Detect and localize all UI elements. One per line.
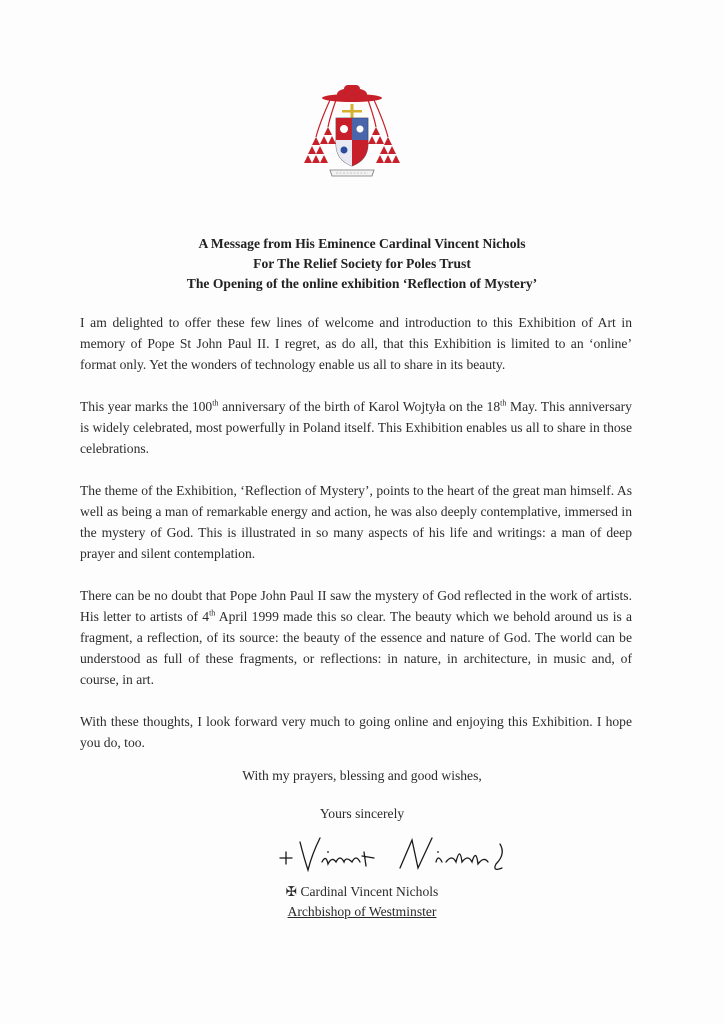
heading-line-3: The Opening of the online exhibition ‘Reflection of Mystery’ (186, 276, 538, 291)
paragraph-anniversary: This year marks the 100th anniversary of the birth of Karol Wojtyła on the 18th May. This anniversary is widely celebrated, most powerfully in Poland itself. This Exhibition enables us all to share in those celebrations. (80, 398, 632, 456)
signatory-name: ✠ Cardinal Vincent Nichols (285, 884, 439, 899)
letter-body (80, 312, 632, 774)
handwritten-signature (270, 828, 520, 882)
letter-heading (60, 234, 664, 294)
paragraph-thoughts: With these thoughts, I look forward very much to going online and enjoying this Exhibition. I hope you do, too. (80, 714, 632, 750)
coat-of-arms-icon (302, 82, 402, 187)
yours-sincerely: Yours sincerely (319, 806, 405, 821)
paragraph-theme: The theme of the Exhibition, ‘Reflection of Mystery’, points to the heart of the great man himself. As well as being a man of remarkable energy and action, he was also deeply contemplative, immersed in the mystery of God. This is illustrated in so many aspects of his life and writings: a man of deep prayer and silent contemplation. (80, 483, 632, 561)
valediction: With my prayers, blessing and good wishes, (242, 768, 482, 783)
signatory-title: Archbishop of Westminster (287, 904, 437, 919)
heading-line-2: For The Relief Society for Poles Trust (253, 256, 471, 271)
heading-line-1: A Message from His Eminence Cardinal Vincent Nichols (198, 236, 526, 251)
paragraph-artists: There can be no doubt that Pope John Paul II saw the mystery of God reflected in the work of artists. His letter to artists of 4th April 1999 made this so clear. The beauty which we behold around us is a fragment, a reflection, of its source: the beauty of the essence and nature of God. The world can be understood as full of these fragments, or reflections: in nature, in architecture, in music and, of course, in art. (80, 588, 633, 687)
paragraph-welcome: I am delighted to offer these few lines of welcome and introduction to this Exhibition of Art in memory of Pope St John Paul II. I regret, as do all, that this Exhibition is limited to an ‘online’ format only. Yet the wonders of technology enable us all to share in its beauty. (80, 315, 632, 372)
